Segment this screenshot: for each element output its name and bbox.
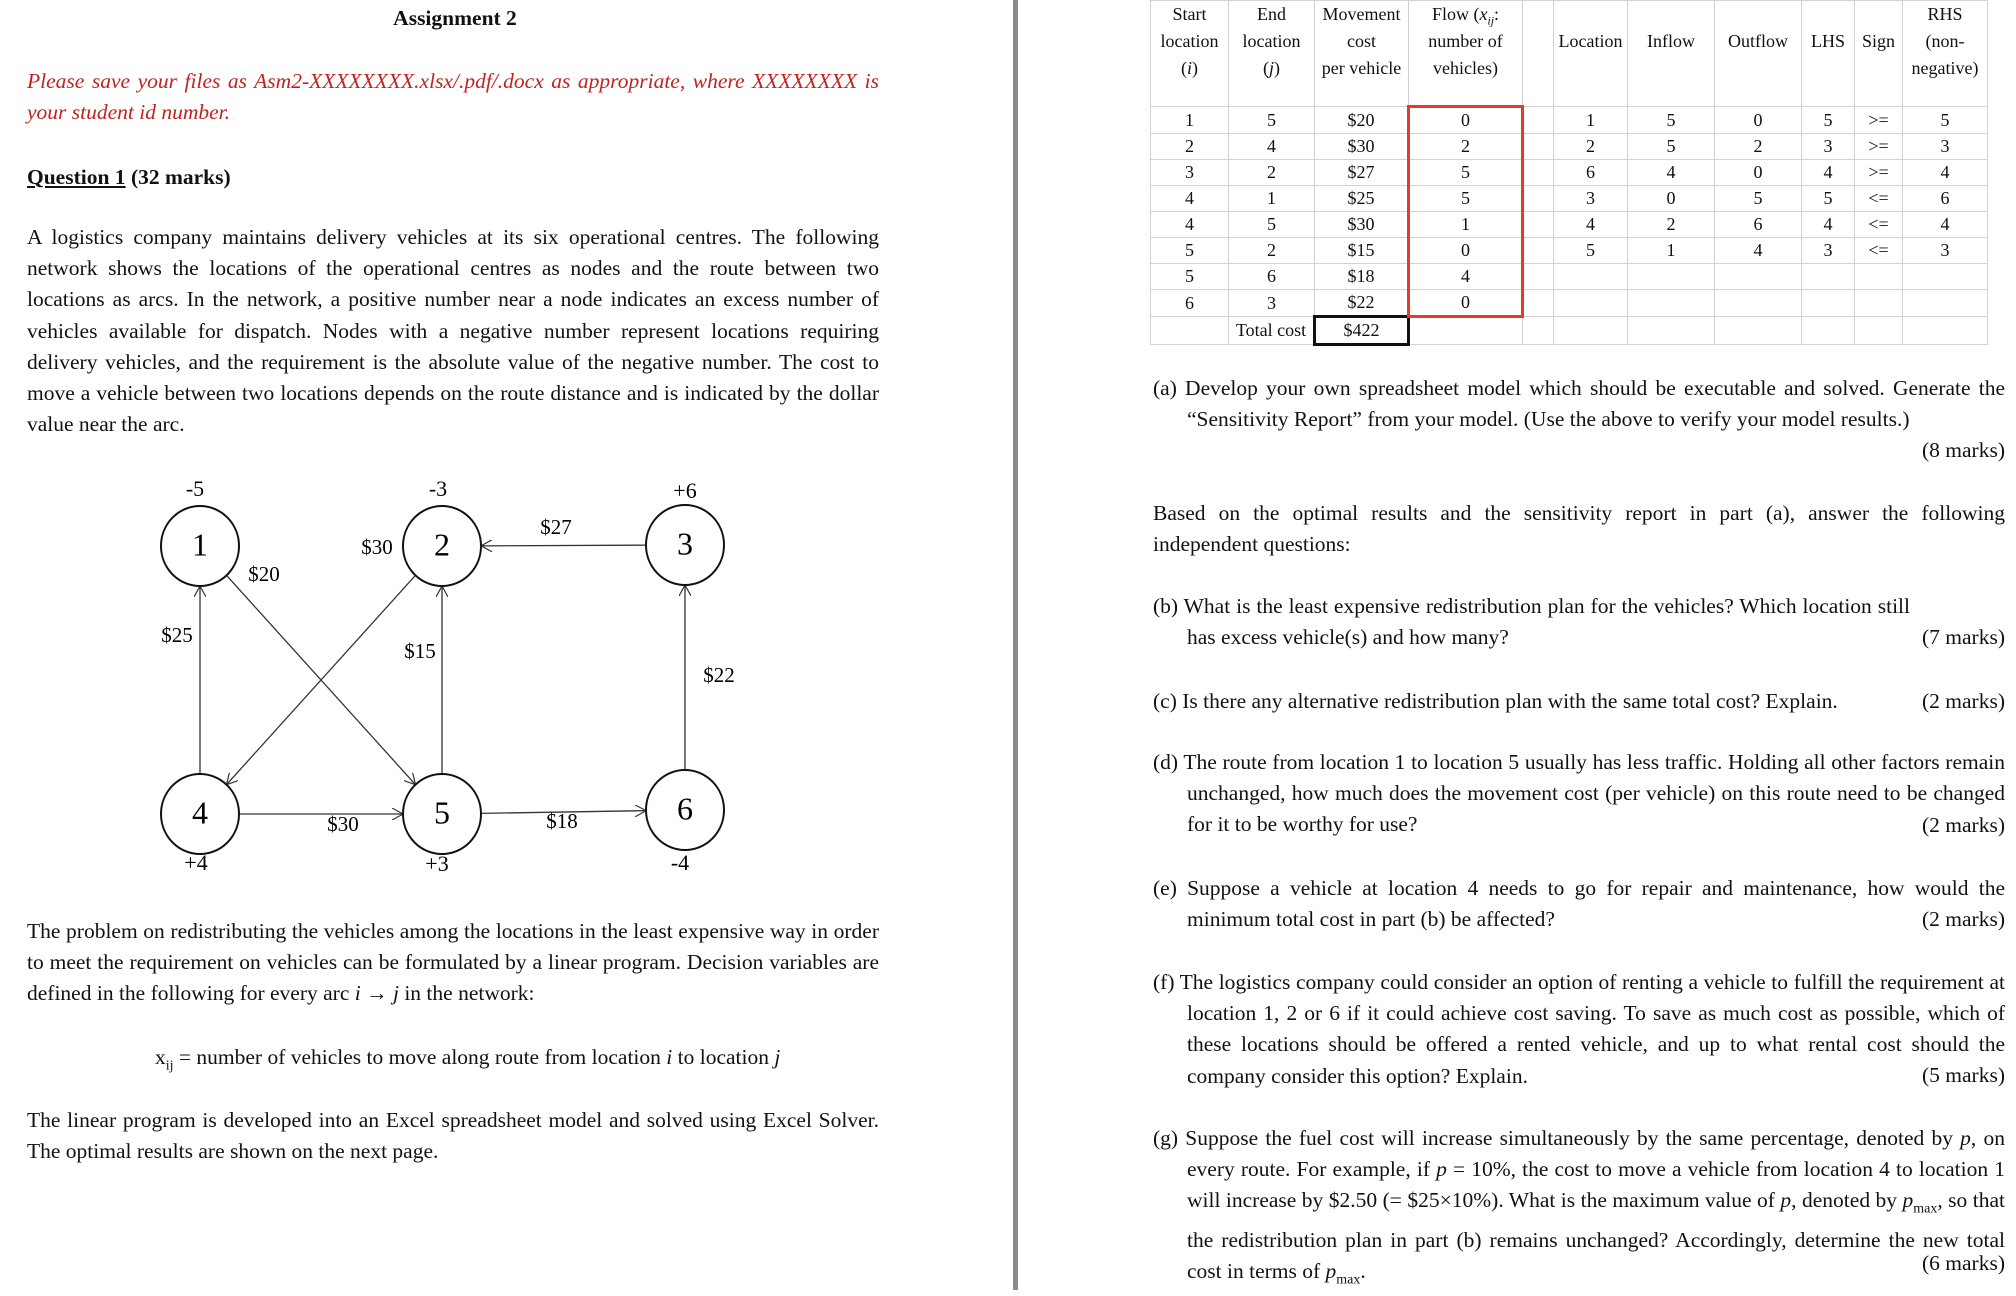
- cell-spacer: [1523, 186, 1554, 212]
- column-header: Movement cost per vehicle: [1315, 1, 1409, 107]
- arc-cost-label: $27: [540, 514, 572, 539]
- table-row: [1151, 107, 1988, 134]
- cell-spacer: [1523, 238, 1554, 264]
- g-text: .: [1360, 1259, 1366, 1284]
- var-i: i: [666, 1045, 673, 1069]
- cell-inflow: 4: [1628, 160, 1715, 186]
- cell-flow: 5: [1409, 186, 1523, 212]
- total-cost-label: Total cost: [1229, 317, 1315, 345]
- table-row: [1151, 290, 1988, 317]
- cell-rhs: 4: [1903, 160, 1988, 186]
- cell-empty: [1151, 317, 1229, 345]
- cell-spacer: [1523, 290, 1554, 317]
- cell-rhs: 4: [1903, 212, 1988, 238]
- based-on-paragraph: Based on the optimal results and the sensitivity report in part (a), answer the following independent questions:: [1153, 501, 2005, 557]
- cell-lhs: [1802, 290, 1855, 317]
- cell-flow: 1: [1409, 212, 1523, 238]
- file-naming-notice: Please save your files as Asm2-XXXXXXXX.xlsx/.pdf/.docx as appropriate, where XXXXXXXX is your student id number.: [27, 69, 879, 125]
- intro-paragraph: A logistics company maintains delivery vehicles at its six operational centres. The following network shows the locations of the operational centres as nodes and the route between two locations as arcs. In the network, a positive number near a node indicates an excess number of vehicles available for dispatch. Nodes with a negative number represent locations requiring delivery vehicles, and the requirement is the absolute value of the negative number. The cost to move a vehicle between two locations depends on the route distance and is indicated by the dollar value near the arc.: [27, 225, 879, 437]
- cell-end: 5: [1229, 107, 1315, 134]
- part-c-marks: (2 marks): [1922, 689, 2005, 713]
- cell-cost: $30: [1315, 134, 1409, 160]
- cell-sign: <=: [1855, 212, 1903, 238]
- arc-cost-label: $15: [404, 638, 436, 663]
- cell-empty: [1802, 317, 1855, 345]
- page-title: Assignment 2: [393, 6, 517, 30]
- cell-spacer: [1523, 212, 1554, 238]
- cell-inflow: 5: [1628, 107, 1715, 134]
- cell-cost: $20: [1315, 107, 1409, 134]
- node-label: 1: [192, 526, 208, 563]
- cell-location: 2: [1554, 134, 1628, 160]
- cell-empty: [1554, 317, 1628, 345]
- cell-end: 2: [1229, 160, 1315, 186]
- cell-location: 3: [1554, 186, 1628, 212]
- cell-sign: [1855, 290, 1903, 317]
- cell-flow: 2: [1409, 134, 1523, 160]
- cell-sign: >=: [1855, 160, 1903, 186]
- node-label: 2: [434, 526, 450, 563]
- part-g-marks: (6 marks): [1922, 1251, 2005, 1275]
- cell-flow: 5: [1409, 160, 1523, 186]
- cell-end: 5: [1229, 212, 1315, 238]
- problem-text-end: in the network:: [398, 981, 535, 1006]
- cell-lhs: 5: [1802, 107, 1855, 134]
- cell-location: [1554, 290, 1628, 317]
- part-b-marks: (7 marks): [1922, 625, 2005, 649]
- cell-lhs: 4: [1802, 212, 1855, 238]
- cell-end: 3: [1229, 290, 1315, 317]
- cell-start: 2: [1151, 134, 1229, 160]
- column-header: RHS (non- negative): [1903, 1, 1988, 107]
- cell-cost: $25: [1315, 186, 1409, 212]
- cell-sign: >=: [1855, 107, 1903, 134]
- cell-location: [1554, 264, 1628, 290]
- cell-outflow: 6: [1715, 212, 1802, 238]
- pmax-sub: max: [1913, 1201, 1938, 1217]
- cell-flow: 0: [1409, 290, 1523, 317]
- cell-rhs: 6: [1903, 186, 1988, 212]
- node-label: 4: [192, 794, 208, 831]
- table-row: [1151, 186, 1988, 212]
- arc-cost-label: $30: [327, 811, 359, 836]
- part-f: (f) The logistics company could consider an option of renting a vehicle to fulfill the requirement at location 1, 2 or 6 if it could achieve cost saving. To save as much cost as possible, which of these locations should be offered a rented vehicle, and up to what rental cost should the company consider this option? Explain.: [1153, 970, 2005, 1088]
- cell-cost: $27: [1315, 160, 1409, 186]
- var-sub: ij: [165, 1058, 174, 1074]
- part-f-marks: (5 marks): [1922, 1063, 2005, 1087]
- cell-cost: $30: [1315, 212, 1409, 238]
- cell-start: 1: [1151, 107, 1229, 134]
- g-text: = 10%, the cost to move a vehicle from location 4 to location 1 will increase by $2.50 (= $25×10%). What is the maximum value of: [1187, 1157, 2005, 1213]
- arc-cost-label: $20: [248, 561, 280, 586]
- cell-cost: $18: [1315, 264, 1409, 290]
- table-row: [1151, 264, 1988, 290]
- node-supply-label: -5: [185, 476, 205, 502]
- cell-start: 4: [1151, 186, 1229, 212]
- node-supply-label: +4: [184, 850, 208, 876]
- p-var: p: [1436, 1157, 1447, 1182]
- node-supply-label: +6: [673, 478, 697, 504]
- part-c: (c) Is there any alternative redistribution plan with the same total cost? Explain.: [1153, 689, 1838, 713]
- cell-flow: 0: [1409, 107, 1523, 134]
- cell-sign: <=: [1855, 238, 1903, 264]
- part-d-marks: (2 marks): [1922, 813, 2005, 837]
- cell-location: 1: [1554, 107, 1628, 134]
- part-e: (e) Suppose a vehicle at location 4 needs to go for repair and maintenance, how would the minimum total cost in part (b) be affected?: [1153, 876, 2005, 932]
- var-j: j: [774, 1045, 781, 1069]
- header-row: [1151, 1, 1988, 107]
- column-header: Sign: [1855, 1, 1903, 107]
- cell-sign: <=: [1855, 186, 1903, 212]
- cell-lhs: [1802, 264, 1855, 290]
- arc-cost-label: $30: [361, 534, 393, 559]
- cell-empty: [1903, 317, 1988, 345]
- part-d: (d) The route from location 1 to location 5 usually has less traffic. Holding all other factors remain unchanged, how much does the movement cost (per vehicle) on this route need to be changed for it to be worthy for use?: [1153, 750, 2005, 837]
- cell-spacer: [1523, 107, 1554, 134]
- cell-empty: [1628, 317, 1715, 345]
- cell-cost: $15: [1315, 238, 1409, 264]
- part-g: [1153, 1123, 2005, 1296]
- column-header: End location (j): [1229, 1, 1315, 107]
- table-row: [1151, 134, 1988, 160]
- cell-flow: 4: [1409, 264, 1523, 290]
- cell-lhs: 5: [1802, 186, 1855, 212]
- cell-flow: 0: [1409, 238, 1523, 264]
- pmax-sub: max: [1336, 1272, 1361, 1288]
- var-x: x: [155, 1045, 166, 1069]
- g-text: , so that the redistribution plan in part (b) remains unchanged? Accordingly, determine the new total cost in terms of: [1187, 1188, 2005, 1284]
- cell-outflow: 5: [1715, 186, 1802, 212]
- cell-empty: [1855, 317, 1903, 345]
- node-label: 3: [677, 525, 693, 562]
- cell-start: 3: [1151, 160, 1229, 186]
- part-b: (b) What is the least expensive redistribution plan for the vehicles? Which location still has excess vehicle(s) and how many?: [1153, 594, 1910, 650]
- cell-cost: $22: [1315, 290, 1409, 317]
- cell-start: 5: [1151, 264, 1229, 290]
- question-label: Question 1: [27, 165, 126, 189]
- p-var: p: [1780, 1188, 1792, 1213]
- cell-end: 2: [1229, 238, 1315, 264]
- g-text: (g) Suppose the fuel cost will increase simultaneously by the same percentage, denoted by: [1153, 1126, 1961, 1150]
- column-header: Outflow: [1715, 1, 1802, 107]
- cell-start: 5: [1151, 238, 1229, 264]
- cell-end: 4: [1229, 134, 1315, 160]
- column-header: Location: [1554, 1, 1628, 107]
- cell-lhs: 3: [1802, 134, 1855, 160]
- cell-inflow: [1628, 290, 1715, 317]
- part-e-marks: (2 marks): [1922, 907, 2005, 931]
- cell-rhs: 3: [1903, 238, 1988, 264]
- arc-cost-label: $18: [546, 808, 578, 833]
- cell-inflow: 0: [1628, 186, 1715, 212]
- cell-inflow: 1: [1628, 238, 1715, 264]
- cell-lhs: 4: [1802, 160, 1855, 186]
- g-text: , on every route. For example, if: [1187, 1126, 2006, 1182]
- def-text: = number of vehicles to move along route from location: [173, 1045, 667, 1069]
- cell-outflow: 0: [1715, 160, 1802, 186]
- page-divider: [1013, 0, 1018, 1290]
- problem-paragraph: [27, 916, 879, 1010]
- cell-spacer: [1523, 134, 1554, 160]
- cell-location: 5: [1554, 238, 1628, 264]
- cell-lhs: 3: [1802, 238, 1855, 264]
- node-label: 6: [677, 790, 693, 827]
- cell-rhs: [1903, 264, 1988, 290]
- cell-outflow: 0: [1715, 107, 1802, 134]
- question-marks: (32 marks): [125, 165, 231, 189]
- total-row: [1151, 317, 1988, 345]
- cell-end: 6: [1229, 264, 1315, 290]
- cell-rhs: 5: [1903, 107, 1988, 134]
- def-mid: to location: [672, 1045, 775, 1069]
- cell-end: 1: [1229, 186, 1315, 212]
- node-supply-label: -3: [428, 476, 448, 502]
- part-a: (a) Develop your own spreadsheet model which should be executable and solved. Generate the “Sensitivity Report” from your model. (Use the above to verify your model results.): [1153, 376, 2005, 432]
- solver-results-table: [1150, 0, 1988, 346]
- table-row: [1151, 160, 1988, 186]
- cell-outflow: 2: [1715, 134, 1802, 160]
- cell-sign: >=: [1855, 134, 1903, 160]
- cell-outflow: [1715, 290, 1802, 317]
- cell-start: 4: [1151, 212, 1229, 238]
- p-var: p: [1902, 1188, 1914, 1213]
- cell-empty: [1523, 317, 1554, 345]
- column-header: LHS: [1802, 1, 1855, 107]
- node-supply-label: -4: [670, 850, 690, 876]
- p-var: p: [1325, 1259, 1337, 1284]
- cell-sign: [1855, 264, 1903, 290]
- cell-start: 6: [1151, 290, 1229, 317]
- column-header: [1523, 1, 1554, 107]
- cell-inflow: 5: [1628, 134, 1715, 160]
- g-text: , denoted by: [1791, 1188, 1903, 1213]
- cell-rhs: 3: [1903, 134, 1988, 160]
- cell-outflow: [1715, 264, 1802, 290]
- cell-empty: [1715, 317, 1802, 345]
- cell-spacer: [1523, 264, 1554, 290]
- arc-3-2: [481, 545, 646, 546]
- total-cost-value: $422: [1315, 317, 1409, 345]
- cell-inflow: 2: [1628, 212, 1715, 238]
- closing-paragraph: The linear program is developed into an Excel spreadsheet model and solved using Excel Solver. The optimal results are shown on the next page.: [27, 1108, 879, 1164]
- arc-cost-label: $25: [161, 622, 193, 647]
- cell-spacer: [1523, 160, 1554, 186]
- arc-notation: i → j: [354, 981, 399, 1006]
- problem-text: The problem on redistributing the vehicles among the locations in the least expensive way in order to meet the requirement on vehicles can be formulated by a linear program. Decision variables are defined in the following for every arc: [27, 919, 879, 1006]
- cell-location: 6: [1554, 160, 1628, 186]
- table-row: [1151, 238, 1988, 264]
- arc-cost-label: $22: [703, 662, 735, 687]
- column-header: Flow ($x_{ij}$: number of vehicles): [1409, 1, 1523, 107]
- column-header: Start location (i): [1151, 1, 1229, 107]
- cell-outflow: 4: [1715, 238, 1802, 264]
- node-label: 5: [434, 794, 450, 831]
- cell-rhs: [1903, 290, 1988, 317]
- cell-empty: [1409, 317, 1523, 345]
- part-a-marks: (8 marks): [1922, 438, 2005, 462]
- cell-location: 4: [1554, 212, 1628, 238]
- table-row: [1151, 212, 1988, 238]
- cell-inflow: [1628, 264, 1715, 290]
- node-supply-label: +3: [425, 851, 449, 877]
- network-diagram: [0, 0, 1010, 1290]
- column-header: Inflow: [1628, 1, 1715, 107]
- decision-variable-definition: [155, 1042, 780, 1081]
- p-var: p: [1960, 1126, 1971, 1150]
